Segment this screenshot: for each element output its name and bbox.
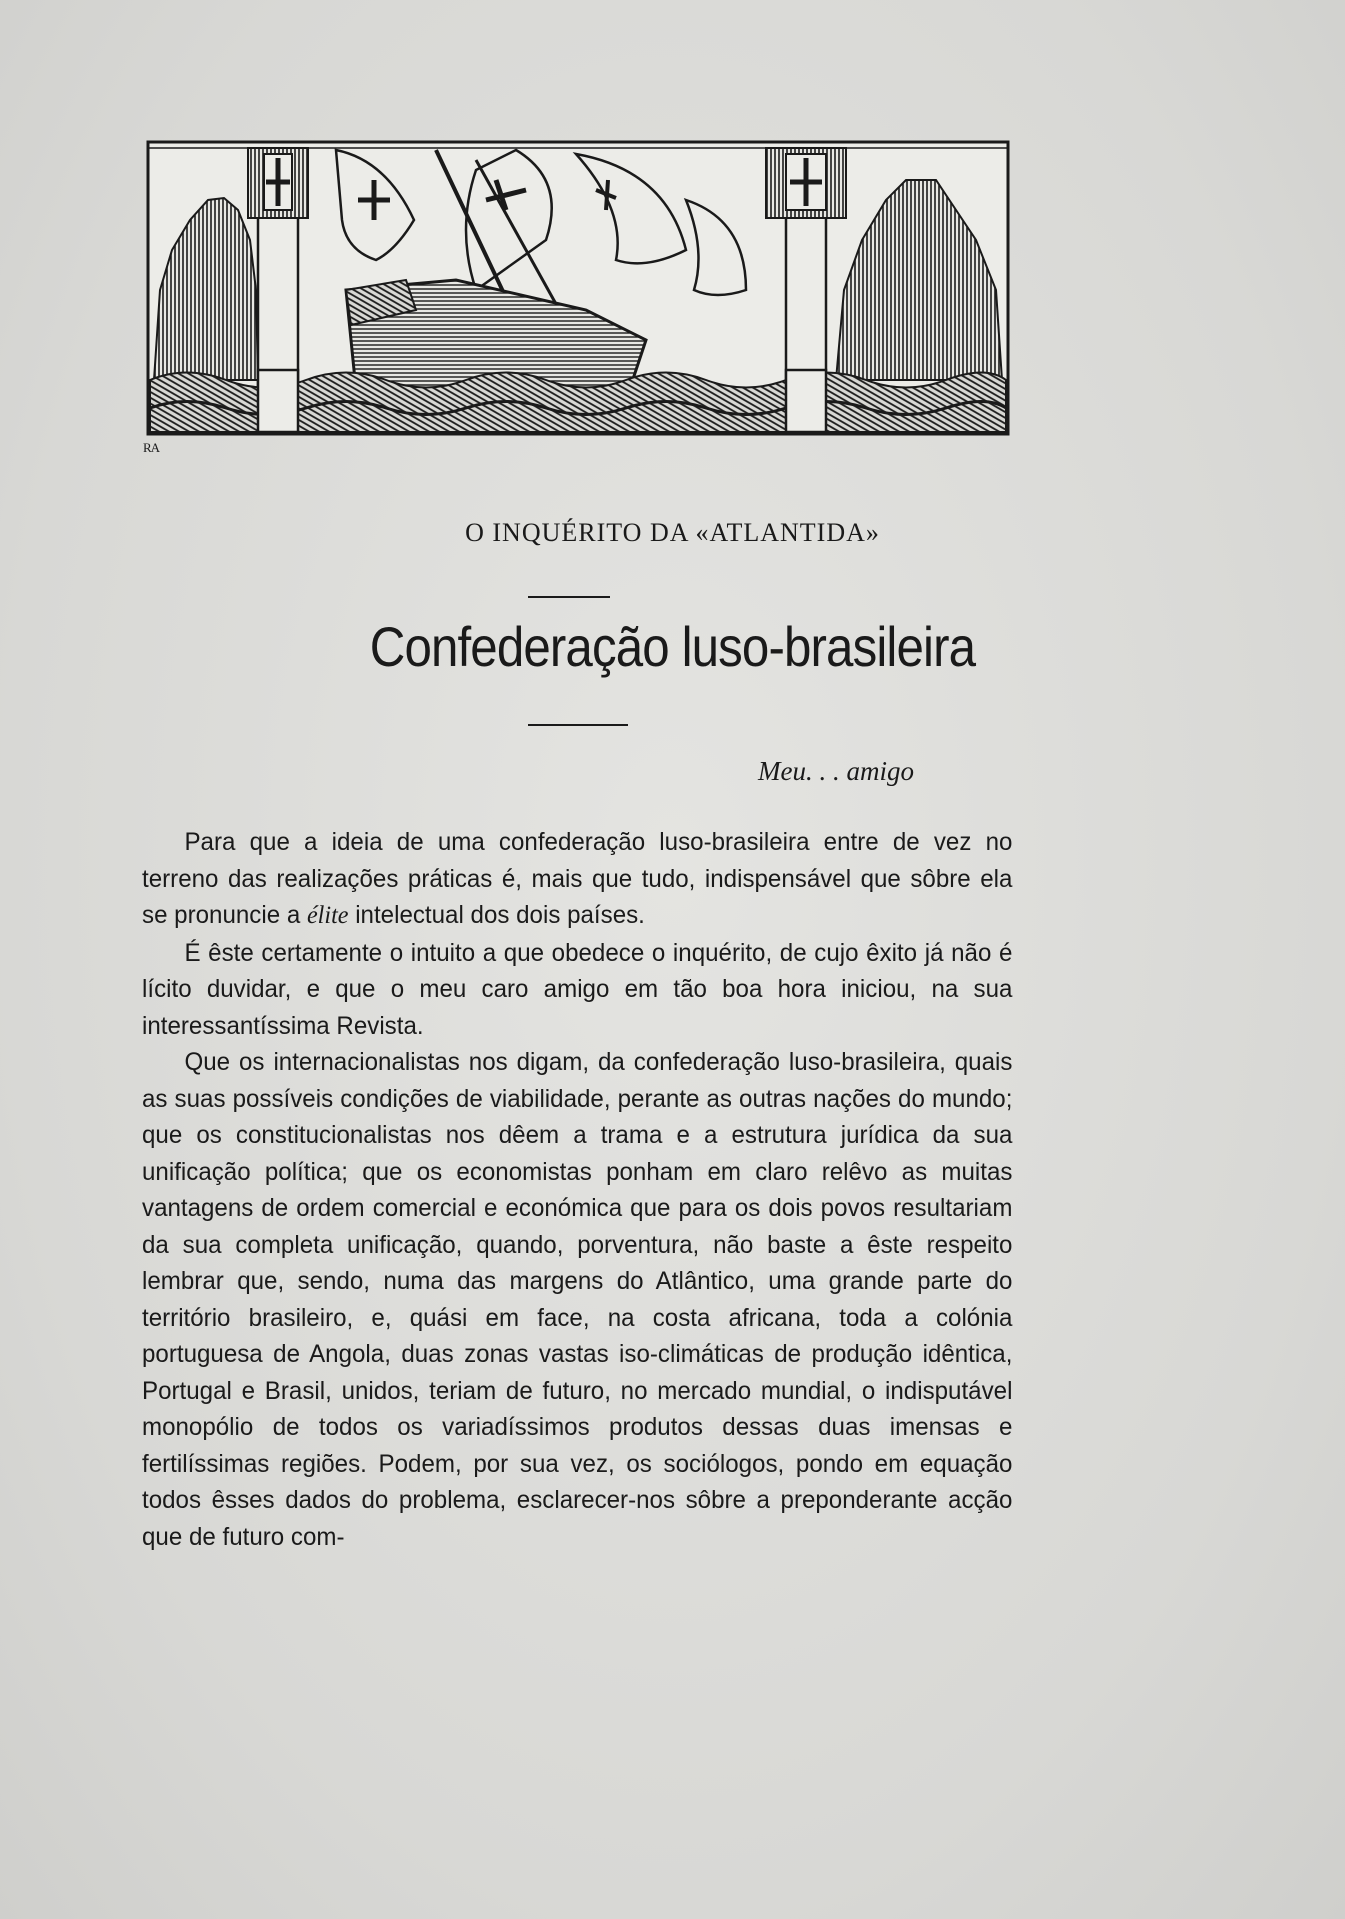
article-title: Confederação luso-brasileira: [369, 615, 976, 678]
salutation: Meu. . . amigo: [758, 756, 914, 786]
divider-rule: [528, 596, 610, 598]
section-label: O INQUÉRITO DA «ATLANTIDA»: [465, 518, 880, 547]
divider-rule: [528, 724, 628, 726]
article-body: [142, 824, 1012, 1555]
paragraph: [142, 935, 1012, 1045]
illustrator-signature: RA: [143, 440, 160, 455]
header-woodcut-illustration: [146, 140, 1010, 440]
paragraph: [142, 1044, 1012, 1555]
caravel-ship-illustration: [146, 140, 1010, 440]
emphasis-text: élite: [306, 902, 349, 929]
paragraph-text: intelectual dos dois países.: [348, 901, 645, 929]
paragraph-text: É êste certamente o intuito a que obedece o inquérito, de cujo êxito já não é lícito duvidar, e que o meu caro amigo em tão boa hora iniciou, na sua interessantíssima Revista.: [142, 938, 1013, 1040]
paragraph-text: Para que a ideia de uma confederação luso-brasileira entre de vez no terreno das realizações práticas é, mais que tudo, indispensável que sôbre ela se pronuncie a: [142, 828, 1013, 929]
paragraph: [142, 824, 1012, 935]
paragraph-text: Que os internacionalistas nos digam, da confederação luso-brasileira, quais as suas possíveis condições de viabilidade, perante as outras nações do mundo; que os constitucionalistas nos dêem a trama e a estrutura jurídica da sua unificação política; que os economistas ponham em claro relêvo as muitas vantagens de ordem comercial e económica que para os dois povos resultariam da sua completa unificação, quando, porventura, não baste a êste respeito lembrar que, sendo, numa das margens do Atlântico, uma grande parte do território brasileiro, e, quási em face, na costa africana, toda a colónia portuguesa de Angola, duas zonas vastas iso-climáticas de produção idêntica, Portugal e Brasil, unidos, teriam de futuro, no mercado mundial, o indisputável monopólio de todos os variadíssimos produtos dessas duas imensas e fertilíssimas regiões. Podem, por sua vez, os sociólogos, pondo em equação todos êsses dados do problema, esclarecer-nos sôbre a preponderante acção que de futuro com-: [142, 1048, 1013, 1551]
